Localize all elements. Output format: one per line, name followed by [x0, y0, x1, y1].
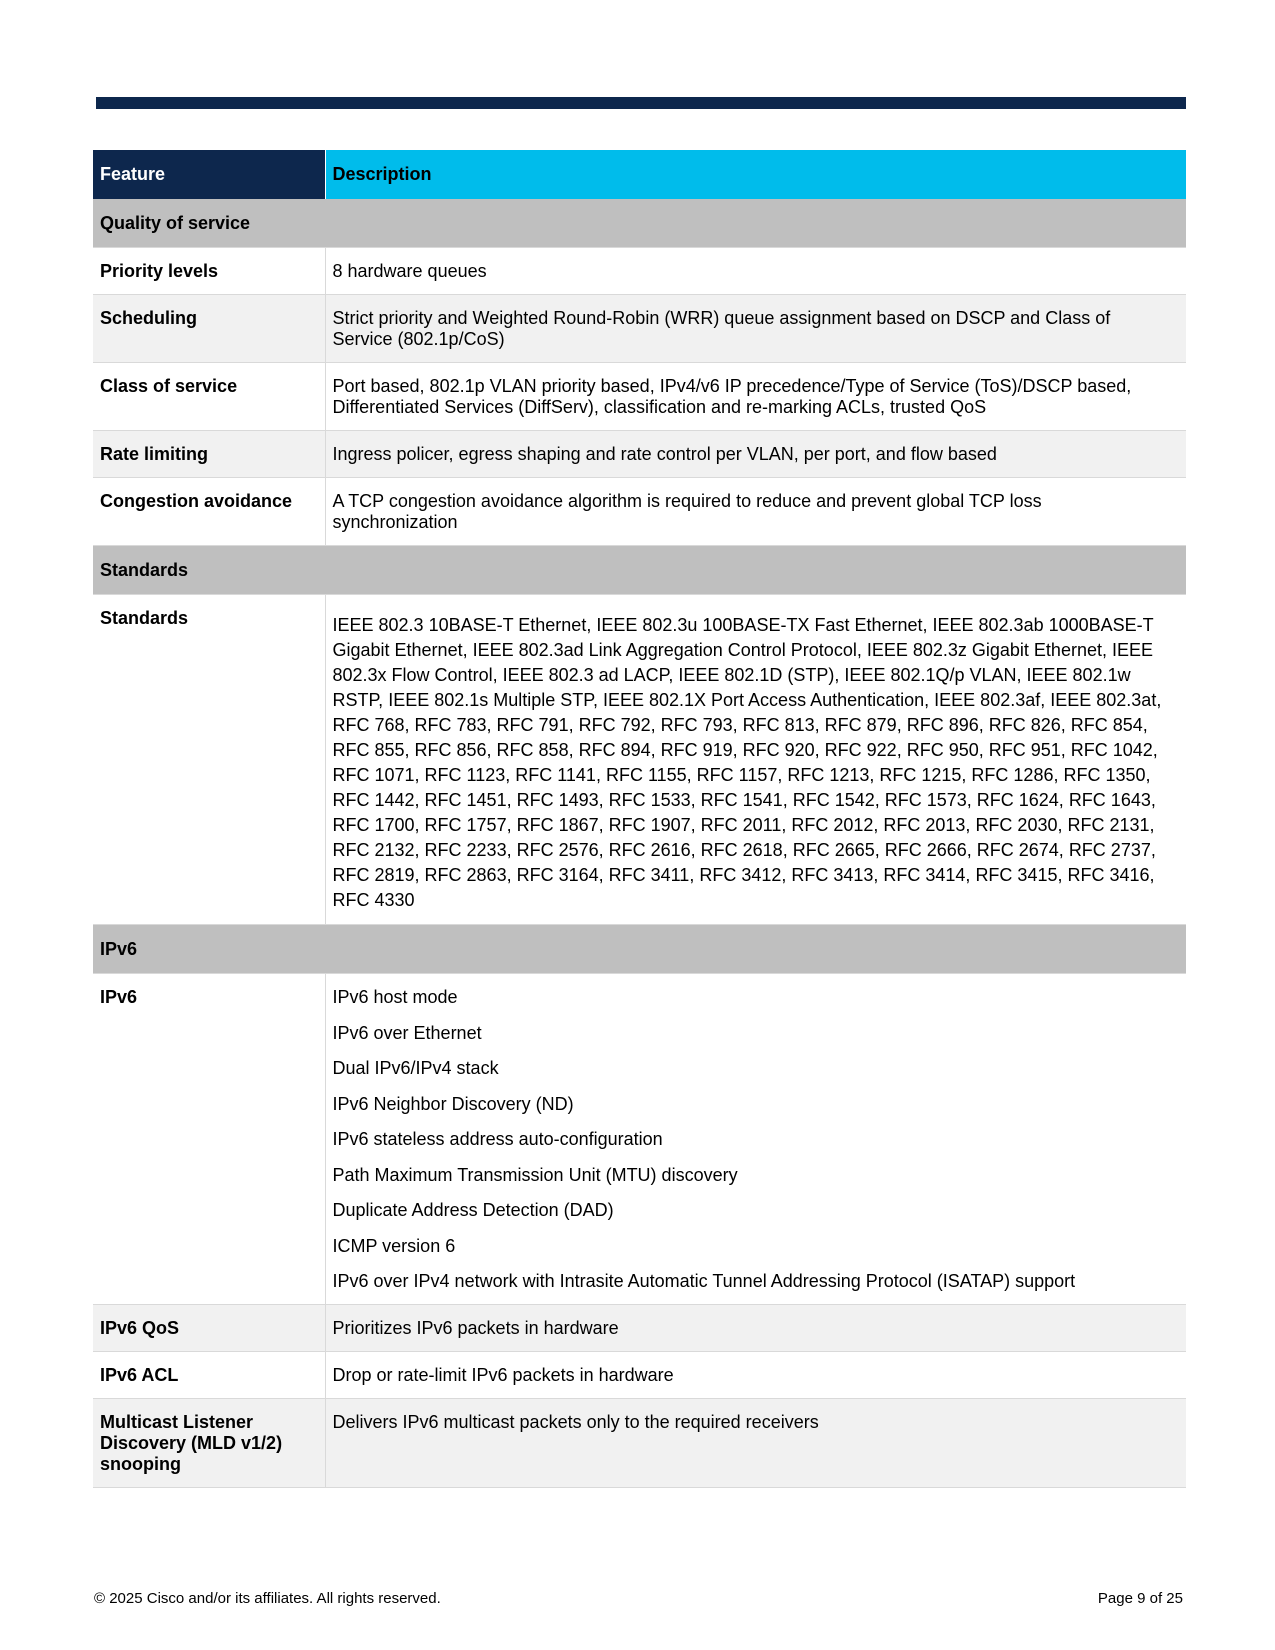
list-item: IPv6 over Ethernet [332, 1022, 482, 1043]
table-row [93, 478, 1186, 546]
feature-cell: IPv6 QoS [93, 1305, 325, 1352]
list-item: ICMP version 6 [332, 1235, 456, 1256]
feature-cell: Congestion avoidance [93, 478, 325, 546]
table-row [93, 974, 1186, 1305]
section-row-qos [93, 199, 1186, 248]
list-item: Duplicate Address Detection (DAD) [332, 1200, 614, 1220]
list-item: Dual IPv6/IPv4 stack [332, 1058, 499, 1078]
feature-cell: Scheduling [93, 295, 325, 363]
section-row-ipv6 [93, 925, 1186, 974]
table-row [93, 1305, 1186, 1352]
table-row [93, 295, 1186, 363]
description-cell: Strict priority and Weighted Round-Robin (WRR) queue assignment based on DSCP and Class of Service (802.1p/CoS) [325, 295, 1186, 363]
top-rule-bar [96, 97, 1186, 109]
feature-cell: Rate limiting [93, 431, 325, 478]
section-title: Standards [93, 546, 1186, 595]
table-header-row [93, 150, 1186, 199]
list-item: Path Maximum Transmission Unit (MTU) discovery [332, 1164, 738, 1185]
spec-table [93, 150, 1186, 1488]
feature-cell: IPv6 [93, 974, 325, 1305]
header-description: Description [325, 150, 1186, 199]
description-cell: 8 hardware queues [325, 248, 1186, 295]
table-row [93, 1352, 1186, 1399]
header-feature: Feature [93, 150, 325, 199]
table-row [93, 595, 1186, 925]
footer-copyright: © 2025 Cisco and/or its affiliates. All rights reserved. [94, 1590, 441, 1607]
footer-page-number: Page 9 of 25 [1097, 1590, 1183, 1607]
table-row [93, 248, 1186, 295]
list-item: IPv6 host mode [332, 987, 458, 1007]
feature-cell: Class of service [93, 363, 325, 431]
ipv6-feature-list [325, 974, 1186, 1305]
section-row-standards [93, 546, 1186, 595]
description-cell: A TCP congestion avoidance algorithm is required to reduce and prevent global TCP loss synchronization [325, 478, 1186, 546]
table-row [93, 363, 1186, 431]
description-cell: Prioritizes IPv6 packets in hardware [325, 1305, 1186, 1352]
feature-cell: IPv6 ACL [93, 1352, 325, 1399]
list-item: IPv6 over IPv4 network with Intrasite Automatic Tunnel Addressing Protocol (ISATAP) support [332, 1271, 1076, 1291]
feature-cell: Standards [93, 595, 325, 925]
description-cell: Ingress policer, egress shaping and rate control per VLAN, per port, and flow based [325, 431, 1186, 478]
table-row [93, 1399, 1186, 1488]
description-cell: Delivers IPv6 multicast packets only to the required receivers [325, 1399, 1186, 1488]
list-item: IPv6 Neighbor Discovery (ND) [332, 1093, 574, 1114]
description-cell: Drop or rate-limit IPv6 packets in hardware [325, 1352, 1186, 1399]
feature-cell: Multicast Listener Discovery (MLD v1/2) snooping [93, 1399, 325, 1488]
section-title: IPv6 [93, 925, 1186, 974]
feature-cell: Priority levels [93, 248, 325, 295]
standards-list: IEEE 802.3 10BASE-T Ethernet, IEEE 802.3u 100BASE-TX Fast Ethernet, IEEE 802.3ab 1000BASE-T Gigabit Ethernet, IEEE 802.3ad Link Aggregation Control Protocol, IEEE 802.3z Gigabit Ethernet, IEEE 802.3x Flow Control, IEEE 802.3 ad LACP, IEEE 802.1D (STP), IEEE 802.1Q/p VLAN, IEEE 802.1w RSTP, IEEE 802.1s Multiple STP, IEEE 802.1X Port Access Authentication, IEEE 802.3af, IEEE 802.3at, RFC 768, RFC 783, RFC 791, RFC 792, RFC 793, RFC 813, RFC 879, RFC 896, RFC 826, RFC 854, RFC 855, RFC 856, RFC 858, RFC 894, RFC 919, RFC 920, RFC 922, RFC 950, RFC 951, RFC 1042, RFC 1071, RFC 1123, RFC 1141, RFC 1155, RFC 1157, RFC 1213, RFC 1215, RFC 1286, RFC 1350, RFC 1442, RFC 1451, RFC 1493, RFC 1533, RFC 1541, RFC 1542, RFC 1573, RFC 1624, RFC 1643, RFC 1700, RFC 1757, RFC 1867, RFC 1907, RFC 2011, RFC 2012, RFC 2013, RFC 2030, RFC 2131, RFC 2132, RFC 2233, RFC 2576, RFC 2616, RFC 2618, RFC 2665, RFC 2666, RFC 2674, RFC 2737, RFC 2819, RFC 2863, RFC 3164, RFC 3411, RFC 3412, RFC 3413, RFC 3414, RFC 3415, RFC 3416, RFC 4330 [325, 595, 1186, 925]
description-cell: Port based, 802.1p VLAN priority based, IPv4/v6 IP precedence/Type of Service (ToS)/DSCP based, Differentiated Services (DiffServ), classification and re-marking ACLs, trusted QoS [325, 363, 1186, 431]
list-item: IPv6 stateless address auto-configuration [332, 1129, 663, 1149]
section-title: Quality of service [93, 199, 1186, 248]
table-row [93, 431, 1186, 478]
